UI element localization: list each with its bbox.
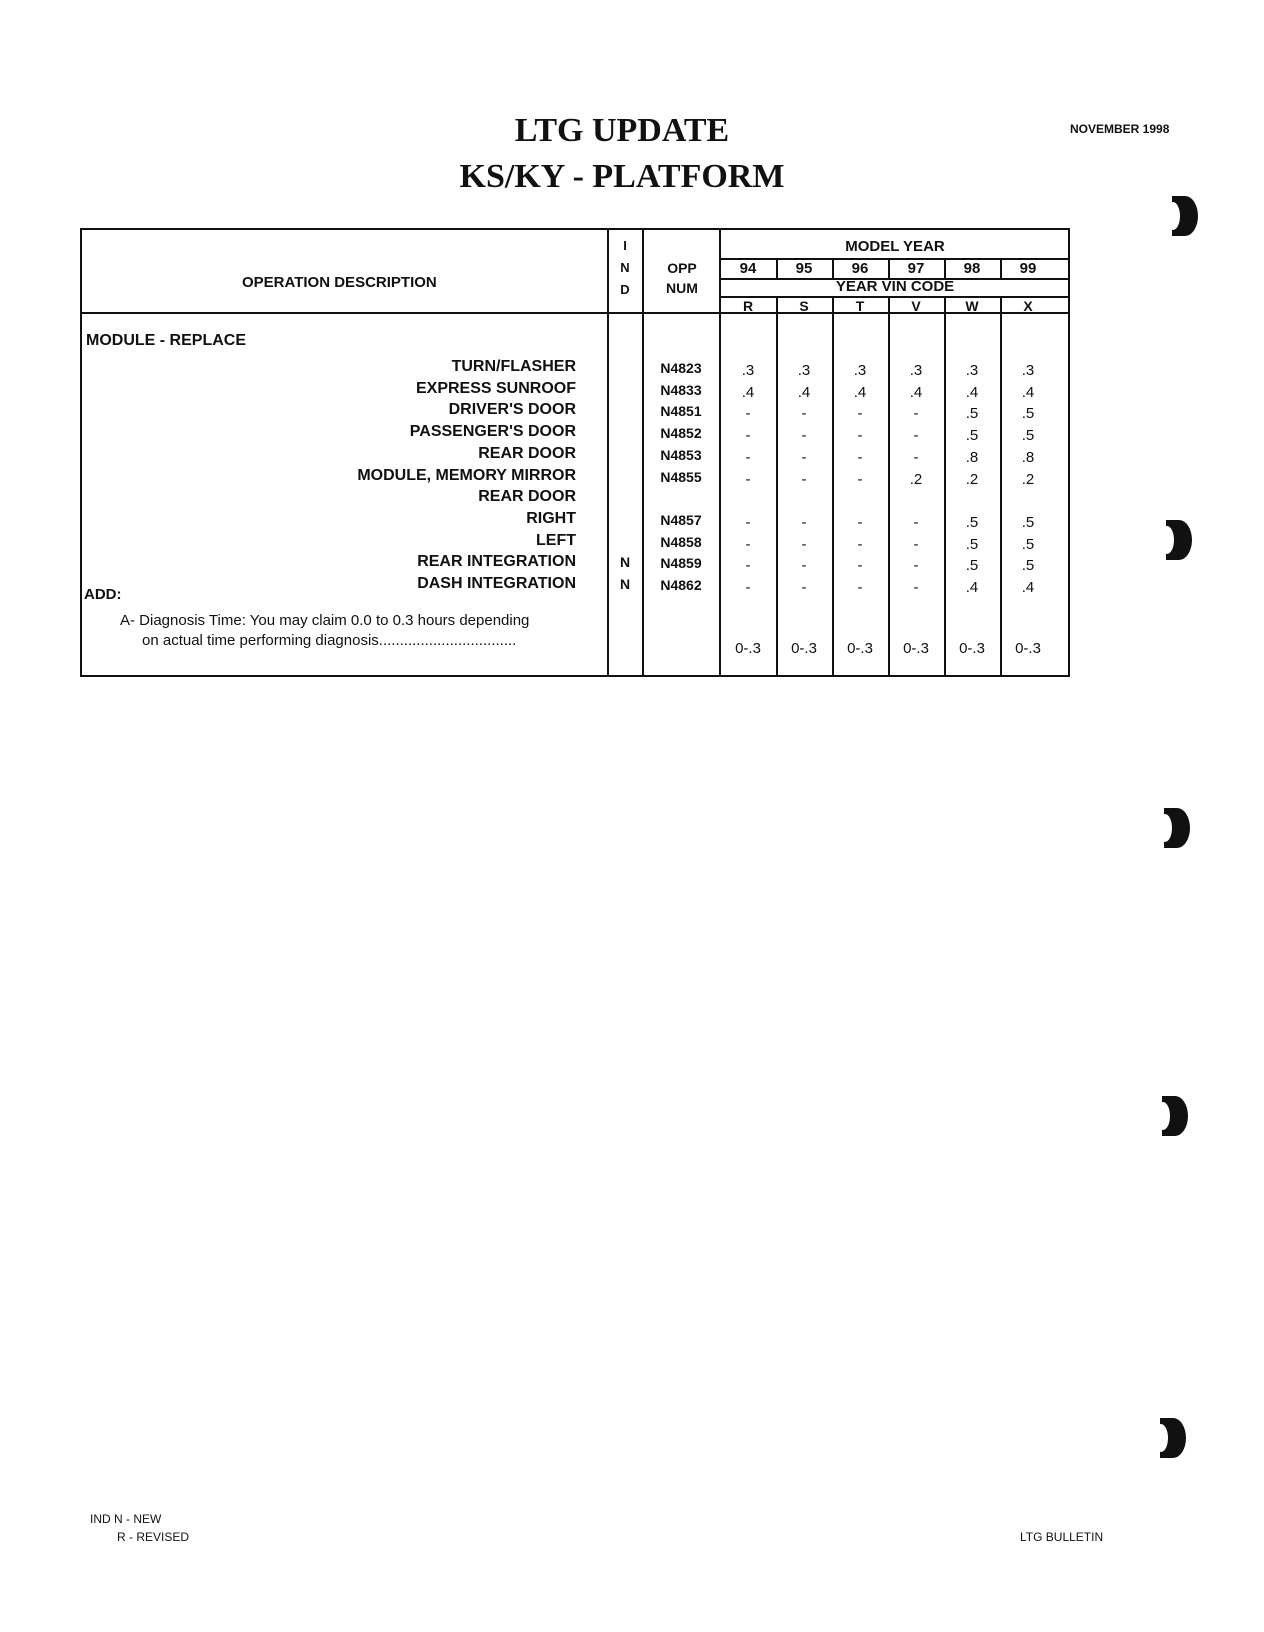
row-value: -: [857, 513, 863, 531]
vin-code-0: R: [742, 298, 754, 314]
row-value: .4: [797, 383, 811, 401]
row-value: .4: [965, 579, 979, 596]
ind-header-n: N: [620, 260, 630, 275]
model-year-2: 96: [851, 260, 869, 277]
model-year-4: 98: [963, 260, 981, 277]
row-value: -: [857, 535, 863, 553]
row-opp-num: N4862: [660, 577, 702, 593]
model-year-0: 94: [739, 260, 757, 277]
row-value: -: [745, 427, 751, 445]
row-value: .5: [965, 427, 979, 445]
row-value: -: [913, 448, 919, 466]
row-value: -: [913, 513, 919, 531]
vin-code-4: W: [965, 298, 979, 314]
row-value: .5: [1021, 405, 1035, 423]
year-vin-code-header: YEAR VIN CODE: [835, 278, 955, 295]
row-value: -: [913, 557, 919, 575]
section-heading: MODULE - REPLACE: [86, 332, 246, 349]
row-value: .4: [741, 383, 755, 401]
row-value: -: [857, 448, 863, 466]
row-value: -: [801, 513, 807, 531]
add-label: ADD:: [84, 586, 122, 603]
row-value: -: [913, 535, 919, 553]
ind-header-d: D: [620, 282, 630, 297]
row-opp-num: N4823: [660, 360, 702, 376]
binder-hole-2: [1166, 520, 1192, 560]
row-value: -: [801, 448, 807, 466]
row-value: -: [801, 579, 807, 596]
row-value: .8: [965, 448, 979, 466]
row-value: .3: [797, 362, 811, 379]
diagnosis-note-line1: A- Diagnosis Time: You may claim 0.0 to 0.3 hours depending: [120, 612, 530, 629]
row-opp-num: N4833: [660, 381, 702, 398]
vin-code-1: S: [799, 298, 809, 314]
row-opp-num: N4852: [660, 425, 702, 442]
row-description: REAR DOOR: [478, 488, 576, 506]
row-value: -: [745, 579, 751, 596]
diagnosis-value-2: 0-.3: [847, 640, 873, 657]
diagnosis-value-0: 0-.3: [735, 640, 761, 657]
model-year-1: 95: [795, 260, 813, 277]
row-value: .2: [965, 470, 979, 488]
bulletin-date: NOVEMBER 1998: [1070, 122, 1170, 136]
row-ind: N: [619, 554, 631, 571]
vin-code-3: V: [911, 298, 921, 314]
opp-header-line2: NUM: [666, 280, 698, 296]
row-opp-num: N4851: [660, 403, 702, 420]
row-value: -: [745, 448, 751, 466]
row-value: -: [801, 427, 807, 445]
row-value: .5: [965, 513, 979, 531]
diagnosis-value-3: 0-.3: [903, 640, 929, 657]
row-value: .4: [853, 383, 867, 401]
row-value: .4: [1021, 383, 1035, 401]
row-value: .4: [909, 383, 923, 401]
row-opp-num: N4853: [660, 446, 702, 463]
labor-time-table: [80, 228, 1070, 677]
row-value: -: [801, 470, 807, 488]
row-ind: N: [619, 576, 631, 592]
row-value: .5: [1021, 557, 1035, 575]
footer-legend-line1: IND N - NEW: [90, 1512, 162, 1526]
row-opp-num: N4857: [660, 511, 702, 528]
row-value: .8: [1021, 448, 1035, 466]
opp-header-line1: OPP: [667, 260, 697, 276]
row-value: .3: [741, 362, 755, 379]
footer-bulletin: LTG BULLETIN: [1020, 1530, 1104, 1544]
col-divider: [607, 230, 609, 675]
row-description: TURN/FLASHER: [451, 358, 576, 375]
row-description: EXPRESS SUNROOF: [415, 379, 576, 397]
row-value: .5: [965, 535, 979, 553]
operation-description-header: OPERATION DESCRIPTION: [242, 274, 437, 291]
row-description: LEFT: [536, 531, 576, 549]
row-description: PASSENGER'S DOOR: [409, 423, 576, 441]
row-opp-num: N4858: [660, 533, 702, 550]
page-title-line1: LTG UPDATE: [514, 112, 730, 149]
model-year-5: 99: [1019, 260, 1037, 277]
row-description: DASH INTEGRATION: [417, 575, 576, 592]
row-value: -: [857, 557, 863, 575]
row-opp-num: N4855: [660, 468, 702, 485]
row-value: -: [745, 535, 751, 553]
row-value: .5: [1021, 513, 1035, 531]
row-value: .3: [965, 362, 979, 379]
binder-hole-3: [1164, 808, 1190, 848]
row-description: DRIVER'S DOOR: [448, 401, 576, 419]
model-year-header: MODEL YEAR: [845, 238, 945, 255]
row-value: -: [745, 405, 751, 423]
row-opp-num: N4859: [660, 555, 702, 572]
row-value: .4: [965, 383, 979, 401]
row-value: .5: [1021, 427, 1035, 445]
diagnosis-value-4: 0-.3: [959, 640, 985, 657]
row-value: -: [801, 557, 807, 575]
row-value: -: [801, 405, 807, 423]
binder-hole-5: [1160, 1418, 1186, 1458]
row-description: MODULE, MEMORY MIRROR: [357, 466, 576, 484]
row-value: -: [745, 557, 751, 575]
row-value: -: [913, 405, 919, 423]
row-description: RIGHT: [526, 509, 576, 527]
row-value: -: [857, 427, 863, 445]
row-description: REAR DOOR: [478, 444, 576, 462]
diagnosis-value-5: 0-.3: [1015, 640, 1041, 657]
row-value: -: [857, 470, 863, 488]
row-value: .4: [1021, 579, 1035, 596]
row-value: -: [745, 470, 751, 488]
row-value: -: [913, 427, 919, 445]
row-value: .3: [909, 362, 923, 379]
footer-legend-line2: R - REVISED: [117, 1530, 190, 1544]
row-value: -: [857, 405, 863, 423]
page-title-line2: KS/KY - PLATFORM: [459, 158, 785, 195]
row-value: .3: [1021, 362, 1035, 379]
row-value: -: [801, 535, 807, 553]
binder-hole-1: [1172, 196, 1198, 236]
row-description: REAR INTEGRATION: [417, 553, 576, 571]
vin-code-5: X: [1023, 298, 1033, 314]
model-year-3: 97: [907, 260, 925, 277]
diagnosis-value-1: 0-.3: [791, 640, 817, 657]
row-value: .2: [1021, 470, 1035, 488]
vin-code-2: T: [855, 298, 865, 314]
row-value: .5: [965, 557, 979, 575]
row-value: -: [913, 579, 919, 596]
ind-header-i: I: [623, 238, 627, 253]
row-value: -: [857, 579, 863, 596]
diagnosis-note-line2: on actual time performing diagnosis.................................: [142, 632, 517, 649]
row-value: .5: [1021, 535, 1035, 553]
row-value: .2: [909, 470, 923, 488]
row-value: -: [745, 513, 751, 531]
year-divider: [720, 278, 1068, 280]
row-value: .3: [853, 362, 867, 379]
binder-hole-4: [1162, 1096, 1188, 1136]
row-value: .5: [965, 405, 979, 423]
